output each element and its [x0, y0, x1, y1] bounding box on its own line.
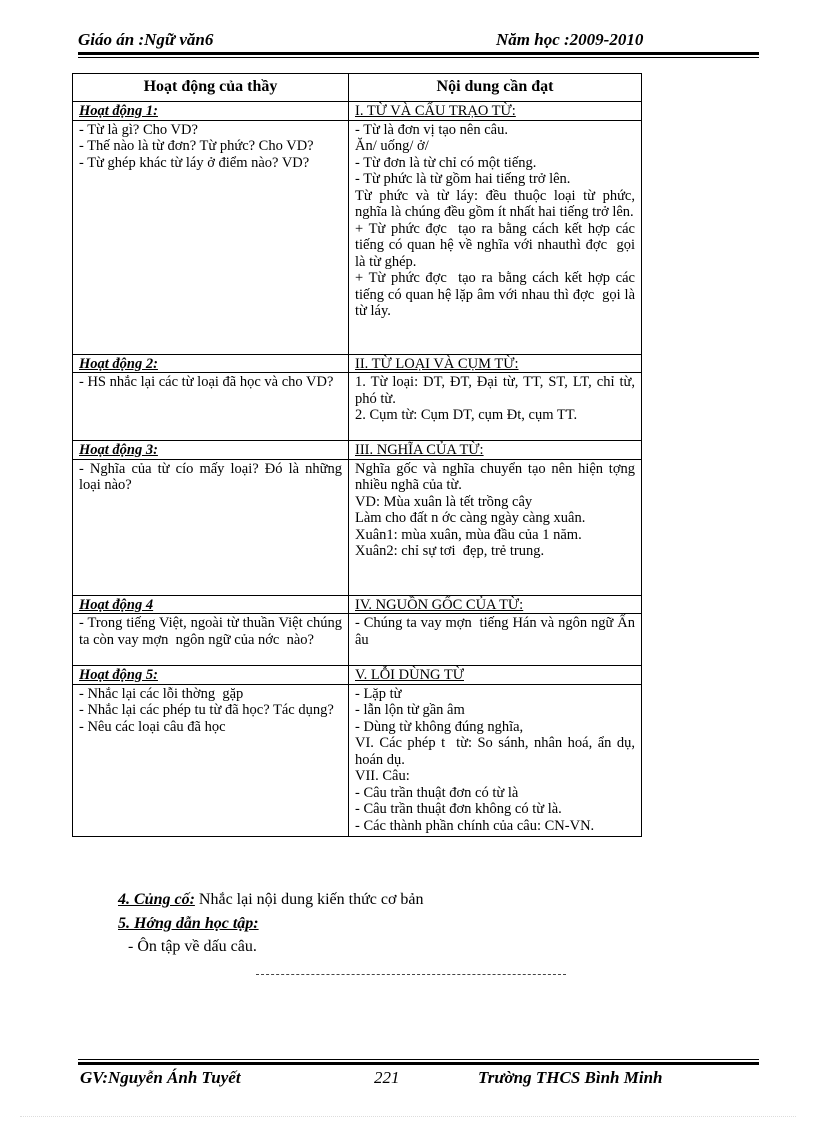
- guidance-label: 5. Hớng dẫn học tập:: [118, 915, 259, 932]
- header-rule-thick: [78, 52, 759, 55]
- content-line: - Câu trần thuật đơn có từ là: [355, 784, 519, 801]
- section-heading: II. TỪ LOẠI VÀ CỤM TỪ:: [355, 355, 519, 372]
- activity-row: [73, 441, 642, 460]
- activity-label: Hoạt động 2:: [79, 355, 158, 372]
- content-line: VI. Các phép t từ: So sánh, nhân hoá, ẩn dụ, hoán dụ.: [355, 735, 639, 768]
- teacher-question: - Trong tiếng Việt, ngoài từ thuần Việt chúng ta còn vay mợn ngôn ngữ của nớc nào?: [79, 615, 346, 648]
- content-line: 2. Cụm từ: Cụm DT, cụm Đt, cụm TT.: [355, 407, 578, 423]
- page-header: [78, 30, 758, 50]
- activity-row: [73, 595, 642, 614]
- section-divider: [256, 974, 566, 975]
- section-heading: V. LỖI DÙNG TỪ: [355, 667, 464, 683]
- section-heading: IV. NGUỒN GỐC CỦA TỪ:: [355, 596, 524, 613]
- col-header-content: Nội dung cần đạt: [349, 74, 642, 102]
- content-line: - Câu trần thuật đơn không có từ là.: [355, 801, 562, 817]
- content-line: + Từ phức đợc tạo ra bằng cách kết hợp các tiếng có quan hệ lặp âm với nhau thì đợc gọi là từ láy.: [355, 270, 639, 319]
- consolidation-text: Nhắc lại nội dung kiến thức cơ bản: [194, 891, 424, 908]
- table-row: [73, 614, 642, 666]
- content-line: - Các thành phần chính của câu: CN-VN.: [355, 817, 595, 834]
- teacher-question: - HS nhắc lại các từ loại đã học và cho VD?: [79, 374, 334, 390]
- content-line: - Chúng ta vay mợn tiếng Hán và ngôn ngữ Ấn âu: [355, 615, 639, 648]
- content-line: Xuân1: mùa xuân, mùa đầu của 1 năm.: [355, 526, 582, 543]
- content-line: - Từ phức là từ gồm hai tiếng trở lên.: [355, 171, 571, 187]
- teacher-question: - Nhắc lại các phép tu từ đã học? Tác dụng?: [79, 702, 334, 718]
- content-line: VII. Câu:: [355, 768, 410, 784]
- teacher-question: - Nêu các loại câu đã học: [79, 718, 226, 735]
- table-row: [73, 120, 642, 354]
- content-line: - Dùng từ không đúng nghĩa,: [355, 718, 524, 735]
- content-line: Ăn/ uống/ ở/: [355, 138, 429, 154]
- table-header-row: [73, 74, 642, 102]
- activity-row: [73, 102, 642, 121]
- lesson-table: [72, 73, 642, 837]
- footer-teacher: GV:Nguyễn Ánh Tuyết: [80, 1068, 241, 1087]
- page-edge: [20, 1116, 796, 1117]
- footer-rule-thin: [78, 1059, 759, 1060]
- consolidation-label: 4. Củng cố:: [118, 891, 195, 908]
- activity-row: [73, 354, 642, 373]
- header-left: Giáo án :Ngữ văn6: [78, 30, 214, 49]
- col-header-teacher: Hoạt động của thầy: [73, 74, 349, 102]
- table-row: [73, 459, 642, 595]
- header-right: Năm học :2009-2010: [496, 30, 644, 49]
- content-line: - Từ đơn là từ chỉ có một tiếng.: [355, 154, 537, 171]
- table-row: [73, 373, 642, 441]
- footer-school: Trường THCS Bình Minh: [478, 1068, 663, 1087]
- section-heading: III. NGHĨA CỦA TỪ:: [355, 442, 484, 458]
- section-heading: I. TỪ VÀ CẤU TRẠO TỪ:: [355, 103, 516, 119]
- activity-label: Hoạt động 3:: [79, 442, 158, 458]
- activity-label: Hoạt động 4: [79, 596, 154, 613]
- table-row: [73, 684, 642, 836]
- content-line: - Lặp từ: [355, 685, 402, 702]
- teacher-question: - Từ là gì? Cho VD?: [79, 121, 198, 138]
- content-line: Nghĩa gốc và nghĩa chuyển tạo nên hiện tợng nhiều nghã của từ.: [355, 460, 643, 493]
- activity-label: Hoạt động 1:: [79, 103, 158, 119]
- content-line: Xuân2: chỉ sự tơi đẹp, trẻ trung.: [355, 543, 545, 559]
- content-line: + Từ phức đợc tạo ra bằng cách kết hợp các tiếng có quan hệ về nghĩa với nhauthì đợc gọi là từ ghép.: [355, 220, 639, 270]
- teacher-question: - Từ ghép khác từ láy ở điểm nào? VD?: [79, 154, 310, 171]
- activity-label: Hoạt động 5:: [79, 667, 158, 683]
- footer-rule-thick: [78, 1062, 759, 1065]
- content-line: - Từ là đơn vị tạo nên câu.: [355, 121, 508, 138]
- teacher-question: - Thế nào là từ đơn? Từ phức? Cho VD?: [79, 138, 314, 154]
- content-line: Làm cho đất n ớc càng ngày càng xuân.: [355, 510, 586, 526]
- page-number: 221: [374, 1068, 400, 1087]
- content-line: 1. Từ loại: DT, ĐT, Đại từ, TT, ST, LT, chỉ từ, phó từ.: [355, 374, 639, 407]
- header-rule-thin: [78, 57, 759, 58]
- activity-row: [73, 666, 642, 685]
- content-line: Từ phức và từ láy: đều thuộc loại từ phức, nghĩa là chúng đều gồm ít nhất hai tiếng trở lên.: [355, 187, 639, 220]
- teacher-question: - Nhắc lại các lỗi thờng gặp: [79, 685, 244, 702]
- content-line: - lẫn lộn từ gần âm: [355, 702, 465, 718]
- teacher-question: - Nghĩa của từ cío mấy loại? Đó là những loại nào?: [79, 460, 346, 493]
- content-line: VD: Mùa xuân là tết trồng cây: [355, 493, 533, 510]
- guidance-item: - Ôn tập về dấu câu.: [128, 938, 257, 955]
- consolidation: [118, 891, 424, 909]
